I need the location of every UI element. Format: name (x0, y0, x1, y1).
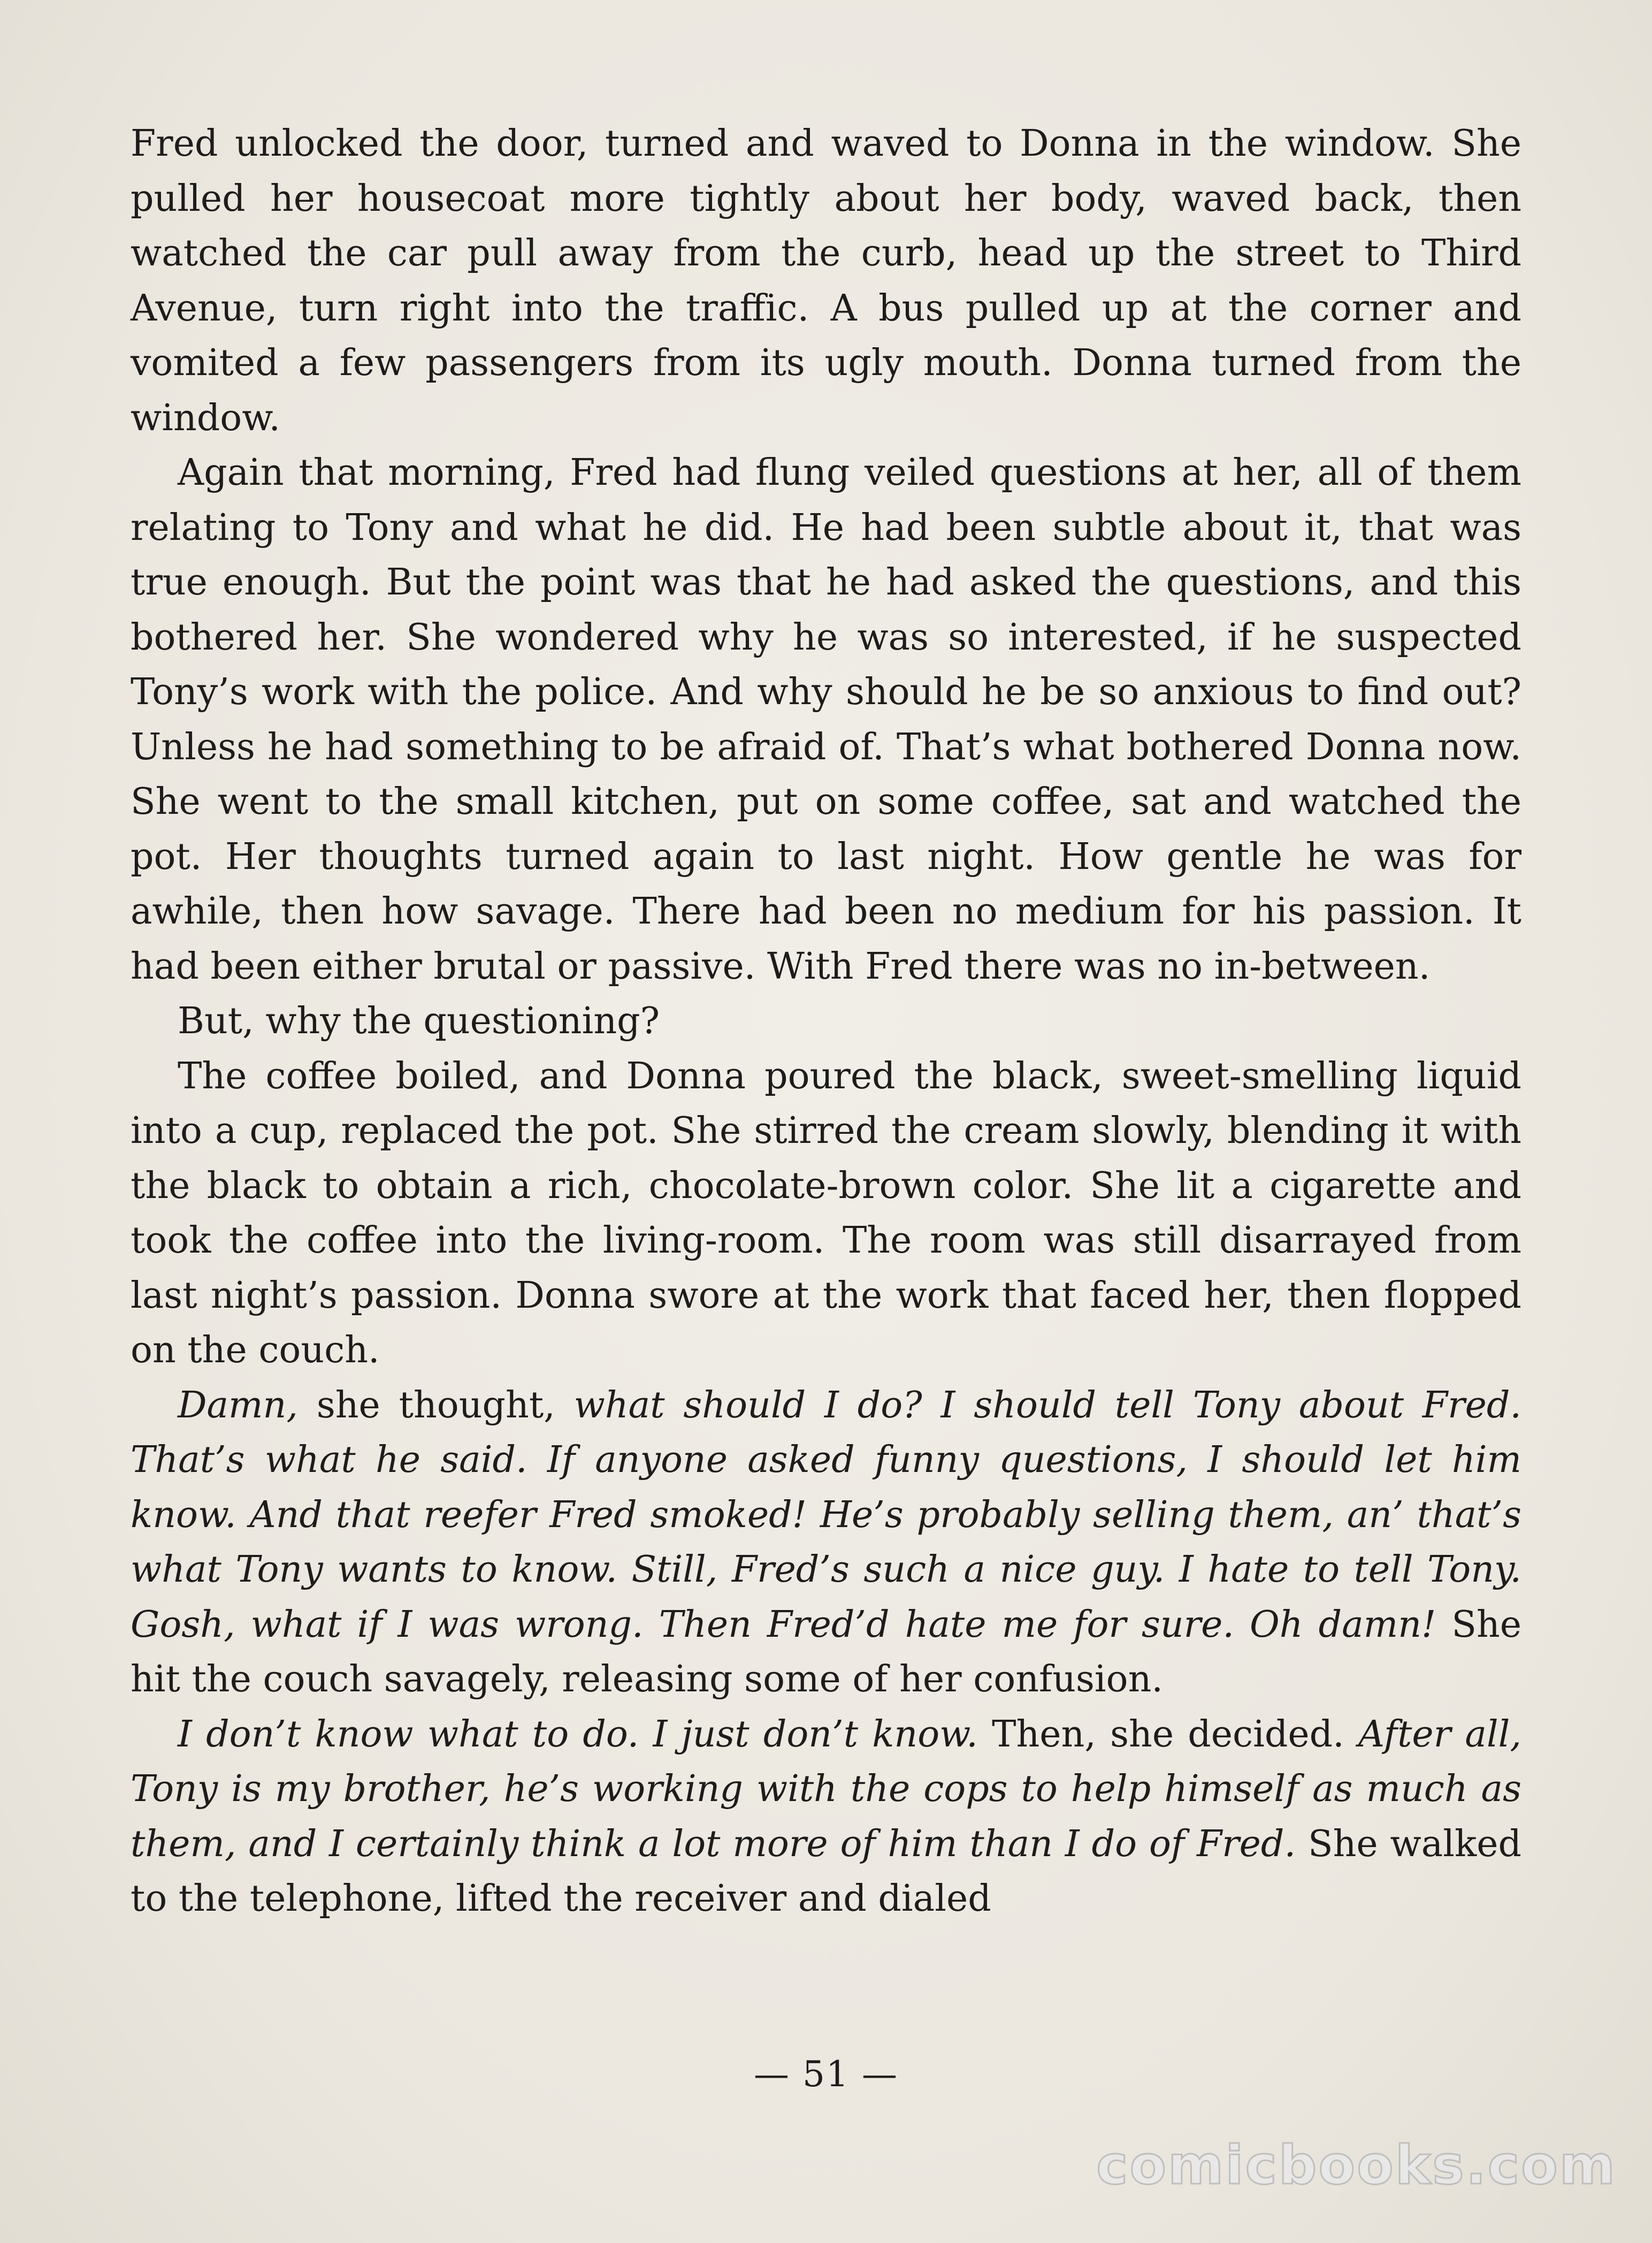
text-run: Again that morning, Fred had flung veiled questions at her, all of them relating to Tony and what he did. He had been subtle about it, that was true enough. But the point was that he had asked the questions, and this bothered her. She wondered why he was so interested, if he suspected Tony’s work with the police. And why should he be so anxious to find out? Unless he had something to be afraid of. That’s what bothered Donna now. She went to the small kitchen, put on some coffee, sat and watched the pot. Her thoughts turned again to last night. How gentle he was for awhile, then how savage. There had been no medium for his passion. It had been either brutal or passive. With Fred there was no in-between. (131, 452, 1521, 988)
paragraph-4 (131, 1049, 1521, 1378)
italic-text-run: After all, Tony is my brother, he’s working with the cops to help himself as much as them, and I certainly think a lot more of him than I do of Fred. (131, 1713, 1522, 1865)
text-run: Then, she decided. (977, 1713, 1358, 1756)
text-run: She walked to the telephone, lifted the receiver and dialed (131, 1822, 1521, 1920)
body-text (131, 117, 1521, 1927)
paragraph-5 (131, 1378, 1521, 1707)
page-number: — 51 — (754, 2054, 898, 2095)
paragraph-6 (131, 1707, 1521, 1927)
paragraph-1 (131, 117, 1521, 446)
italic-text-run: I don’t know what to do. I just don’t know. (178, 1713, 978, 1756)
text-run: But, why the questioning? (178, 1000, 660, 1042)
watermark-logo: comicbooks.com (1096, 2134, 1617, 2196)
text-run: she thought, (297, 1384, 574, 1426)
paragraph-3 (131, 994, 1521, 1049)
italic-text-run: Damn, (178, 1384, 298, 1426)
text-run: Fred unlocked the door, turned and waved to Donna in the window. She pulled her housecoat more tightly about her body, waved back, then watched the car pull away from the curb, head up the street to Third Avenue, turn right into the traffic. A bus pulled up at the corner and vomited a few passengers from its ugly mouth. Donna turned from the window. (131, 123, 1521, 439)
italic-text-run: what should I do? I should tell Tony about Fred. That’s what he said. If anyone asked funny questions, I should let him know. And that reefer Fred smoked! He’s probably selling them, an’ that’s what Tony wants to know. Still, Fred’s such a nice guy. I hate to tell Tony. Gosh, what if I was wrong. Then Fred’d hate me for sure. Oh damn! (131, 1384, 1521, 1646)
paragraph-2 (131, 446, 1521, 994)
text-run: She hit the couch savagely, releasing some of her confusion. (131, 1603, 1521, 1700)
text-run: The coffee boiled, and Donna poured the black, sweet-smelling liquid into a cup, replaced the pot. She stirred the cream slowly, blending it with the black to obtain a rich, chocolate-brown color. She lit a cigarette and took the coffee into the living-room. The room was still disarrayed from last night’s passion. Donna swore at the work that faced her, then flopped on the couch. (131, 1055, 1521, 1371)
